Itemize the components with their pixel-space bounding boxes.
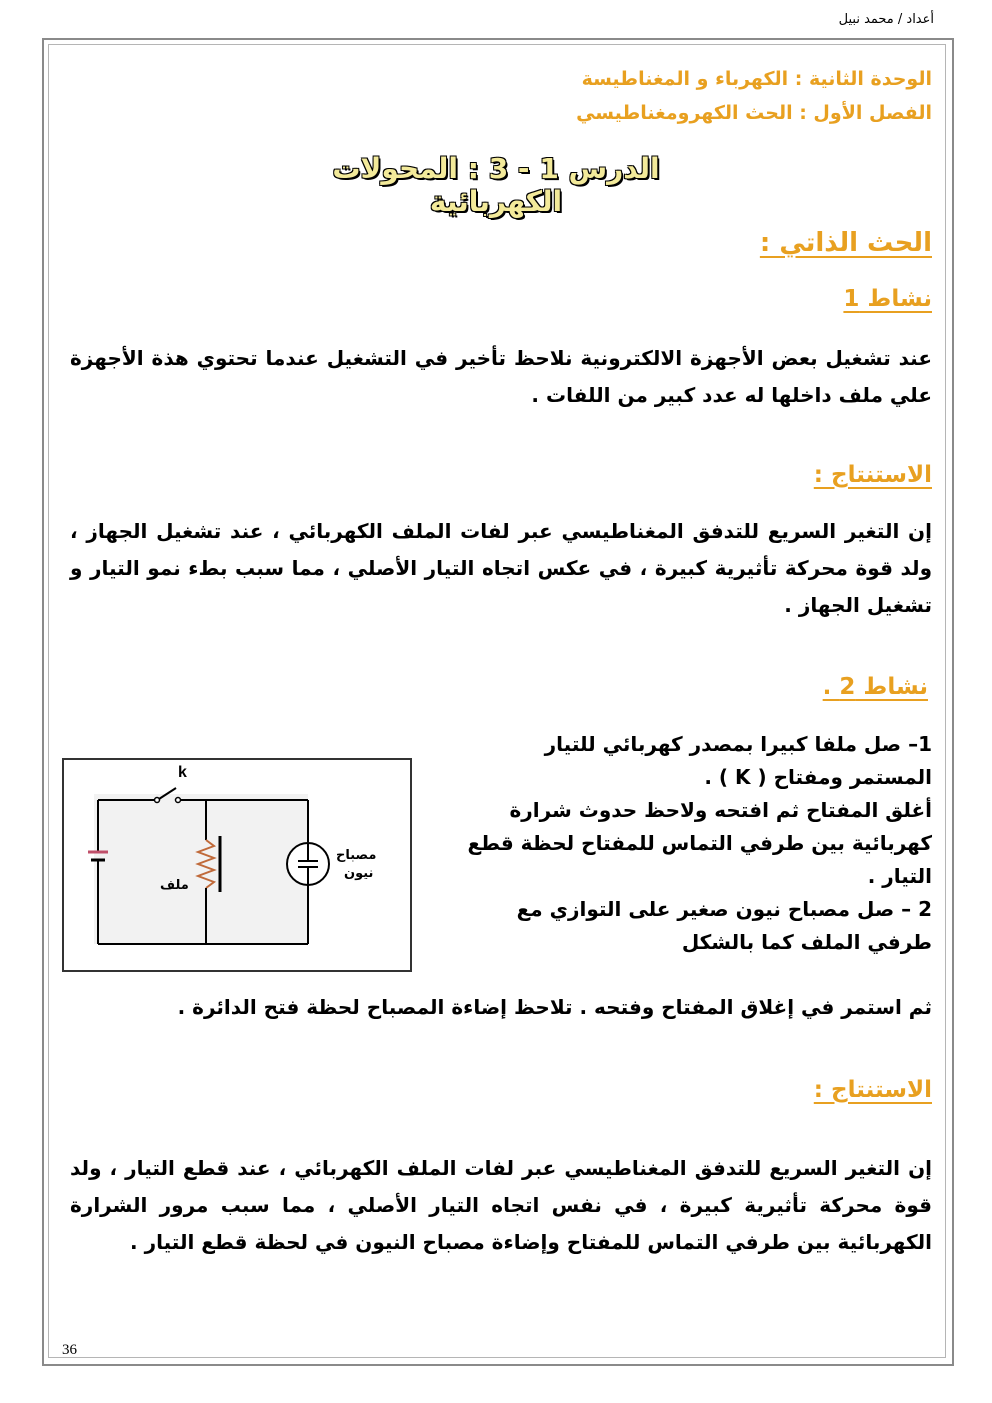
activity2-final-line: ثم استمر في إغلاق المفتاح وفتحه . تلاحظ إضاءة المصباح لحظة فتح الدائرة . — [177, 995, 932, 1019]
step-line: 2 – صل مصباح نيون صغير على التوازي مع — [516, 897, 932, 921]
step-line: أغلق المفتاح ثم افتحه ولاحظ حدوث شرارة — [509, 798, 932, 822]
coil-label: ملف — [160, 878, 189, 893]
unit-header — [576, 62, 932, 130]
lamp-label-line2: نيون — [344, 866, 374, 881]
section-title: الحث الذاتي : — [759, 228, 932, 258]
step-line: المستمر ومفتاح ( K ) . — [704, 765, 932, 789]
circuit-drawing — [64, 760, 410, 970]
activity2-steps — [440, 728, 932, 959]
switch-label: k — [178, 764, 187, 781]
step-line: 1– صل ملفا كبيرا بمصدر كهربائي للتيار — [544, 732, 932, 756]
conclusion1-title: الاستنتاج : — [813, 462, 932, 488]
circuit-diagram — [62, 758, 412, 972]
unit-title: الوحدة الثانية : الكهرباء و المغناطيسة — [581, 68, 932, 90]
step-line: طرفي الملف كما بالشكل — [681, 930, 932, 954]
lamp-label-line1: مصباح — [336, 848, 377, 863]
step-line: التيار . — [867, 864, 932, 888]
diagram-shading — [94, 794, 308, 944]
step-line: كهربائية بين طرفي التماس للمفتاح لحظة قطع — [467, 831, 932, 855]
conclusion1-text: إن التغير السريع للتدفق المغناطيسي عبر لفات الملف الكهربائي ، عند تشغيل الجهاز ، ولد قوة محركة تأثيرية كبيرة ، في عكس اتجاه التيار الأصلي ، مما سبب بطء نمو التيار و تشغيل الجهاز . — [70, 519, 932, 617]
conclusion2-title: الاستنتاج : — [813, 1077, 932, 1103]
conclusion2-text: إن التغير السريع للتدفق المغناطيسي عبر لفات الملف الكهربائي ، عند قطع التيار ، ولد قوة محركة تأثيرية كبيرة ، في نفس اتجاه التيار الأصلي ، مما سبب مرور الشرارة الكهربائية بين طرفي التماس للمفتاح وإضاءة مصباح النيون في لحظة قطع التيار . — [70, 1156, 932, 1254]
author-credit: أعداد / محمد نبيل — [838, 12, 934, 27]
chapter-title: الفصل الأول : الحث الكهرومغناطيسي — [576, 102, 932, 124]
activity1-title: نشاط 1 — [843, 286, 932, 312]
lesson-title: الدرس 1 - 3 : المحولات الكهربائية — [332, 152, 660, 218]
activity1-text: عند تشغيل بعض الأجهزة الالكترونية نلاحظ تأخير في التشغيل عندما تحتوي هذة الأجهزة علي ملف داخلها له عدد كبير من اللفات . — [70, 346, 932, 407]
page-number: 36 — [62, 1342, 77, 1358]
switch-contact-right — [176, 798, 181, 803]
activity2-title: نشاط 2 . — [822, 674, 928, 700]
